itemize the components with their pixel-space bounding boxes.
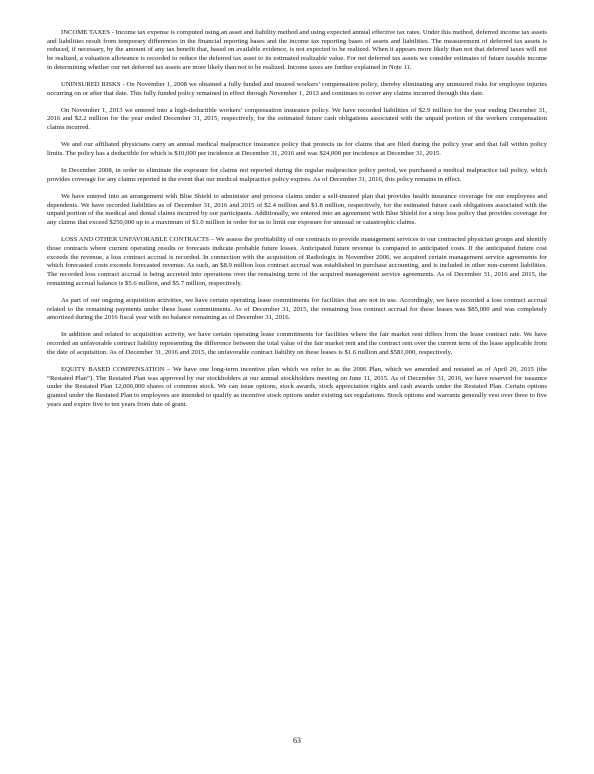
paragraph-workers-compensation: On November 1, 2013 we entered into a high-deductible workers’ compensation insurance policy. We have recorded liabilities of $2.9 million for the year ending December 31, 2016 and $2.2 million for the year ended December 31, 2015, respectively, for the estimated future cash obligations associated with the unpaid portion of the workers compensation claims incurred. xyxy=(47,106,547,132)
paragraph-malpractice-policy: We and our affiliated physicians carry an annual medical malpractice insurance policy that protects us for claims that are filed during the policy year and that fall within policy limits. The policy has a deductible for which is $10,000 per incidence at December 31, 2016 and was $24,000 per incidence at December 31, 2015. xyxy=(47,141,547,157)
paragraph-blue-shield: We have entered into an arrangement with Blue Shield to administer and process claims under a self-insured plan that provides health insurance coverage for our employees and dependents. We have recorded liabilities as of December 31, 2016 and 2015 of $2.4 million and $1.8 million, respectively, for the estimated future cash obligations associated with the unpaid portion of the medical and dental claims incurred by our participants. Additionally, we entered into an agreement with Blue Shield for a stop loss policy that provides coverage for any claims that exceed $250,000 up to a maximum of $1.0 million in order for us to limit our exposure for unusual or catastrophic claims. xyxy=(47,193,547,227)
paragraph-loss-contracts: LOSS AND OTHER UNFAVORABLE CONTRACTS – We assess the profitability of our contracts to provide management services to our contracted physician groups and identify those contracts where current operating results or forecasts indicate probable future losses. Anticipated future revenue is compared to anticipated costs. If the anticipated future cost exceeds the revenue, a loss contract accrual is recorded. In connection with the acquisition of Radiologix in November 2006, we acquired certain management service agreements for which forecasted costs exceeds forecasted revenue. As such, an $8.9 million loss contract accrual was established in purchase accounting, and is included in other non-current liabilities. The recorded loss contract accrual is being accreted into operations over the remaining term of the acquired management service agreements. As of December 31, 2016 and 2015, the remaining accrual balance is $5.6 million, and $5.7 million, respectively. xyxy=(47,236,547,287)
document-body xyxy=(47,29,547,418)
paragraph-uninsured-risks: UNINSURED RISKS - On November 1, 2008 we obtained a fully funded and insured workers’ compensation policy, thereby eliminating any uninsured risks for employee injuries occurring on or after that date. This fully funded policy remained in effect through November 1, 2013 and continues to cover any claims incurred through this date. xyxy=(47,80,547,97)
paragraph-malpractice-tail-policy: In December 2008, in order to eliminate the exposure for claims not reported during the regular malpractice policy period, we purchased a medical malpractice tail policy, which provides coverage for any claims reported in the event that our medical malpractice policy expires. As of December 31, 2016, this policy remains in effect. xyxy=(47,167,547,183)
paragraph-equity-compensation: EQUITY BASED COMPENSATION – We have one long-term incentive plan which we refer to as the 2006 Plan, which we amended and restated as of April 20, 2015 (the “Restated Plan”). The Restated Plan was approved by our stockholders at our annual stockholders meeting on June 11, 2015. As of December 31, 2016, we have reserved for issuance under the Restated Plan 12,000,000 shares of common stock. We can issue options, stock awards, stock appreciation rights and cash awards under the Restated Plan. Certain options granted under the Restated Plan to employees are intended to qualify as incentive stock options under existing tax regulations. Stock options and warrants generally vest over three to five years and expire five to ten years from date of grant. xyxy=(47,366,547,408)
paragraph-unfavorable-lease: In addition and related to acquisition activity, we have certain operating lease commitments for facilities where the fair market rent differs from the lease contract rate. We have recorded an unfavorable contract liability representing the difference between the total value of the fair market rent and the contract rent over the current term of the lease applicable from the date of acquisition. As of December 31, 2016 and 2015, the unfavorable contract liability on these leases is $1.6 million and $581,000, respectively. xyxy=(47,331,547,356)
paragraph-lease-loss-accrual: As part of our ongoing acquisition activities, we have certain operating lease commitments for facilities that are not in use. Accordingly, we have recorded a loss contract accrual related to the remaining payments under these lease commitments. As of December 31, 2015, the remaining loss contract accrual for these leases was $85,000 and was completely amortized during the 2016 fiscal year with no balance remaining as of December 31, 2016. xyxy=(47,296,547,322)
page-number: 63 xyxy=(293,736,301,745)
paragraph-income-taxes: INCOME TAXES - Income tax expense is computed using an asset and liability method and using expected annual effective tax rates. Under this method, deferred income tax assets and liabilities result from temporary differences in the financial reporting bases and the income tax reporting bases of assets and liabilities. The measurement of deferred tax assets is reduced, if necessary, by the amount of any tax benefit that, based on available evidence, is not expected to be realized. When it appears more likely than not that deferred taxes will not be realized, a valuation allowance is recorded to reduce the deferred tax asset to its estimated realizable value. For net deferred tax assets we consider estimates of future taxable income in determining whether our net deferred tax assets are more likely than not to be realized. Income taxes are further explained in Note 11. xyxy=(47,29,547,71)
